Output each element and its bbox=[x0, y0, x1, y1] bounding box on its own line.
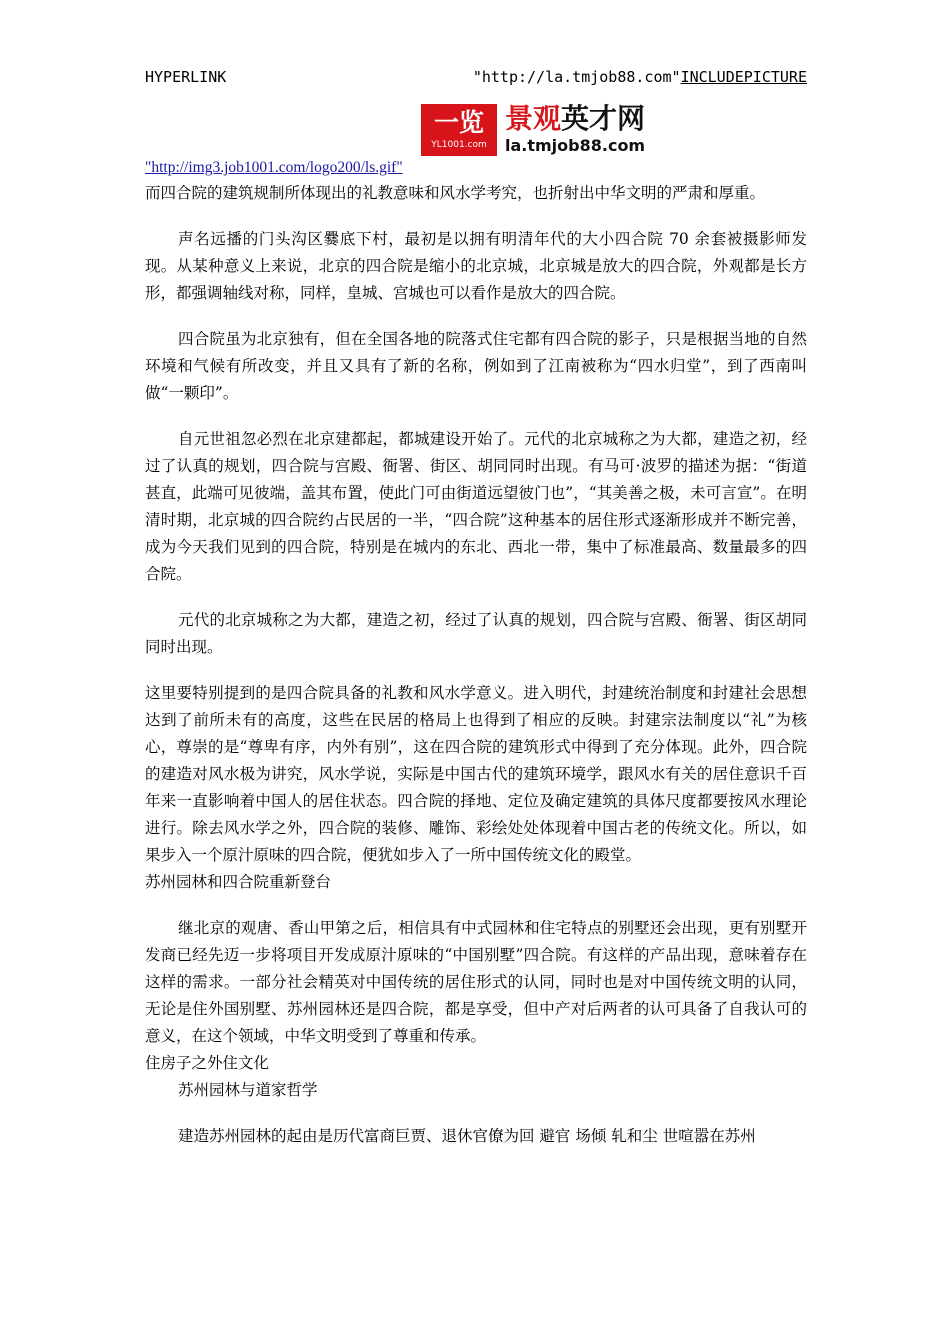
section-heading-suzhou-siheyuan: 苏州园林和四合院重新登台 bbox=[145, 873, 332, 891]
paragraph-7: 继北京的观唐、香山甲第之后，相信具有中式园林和住宅特点的别墅还会出现，更有别墅开发商已经先迈一步将项目开发成原汁原味的“中国别墅”四合院。有这样的产品出现，意味着存在这样的需求。一部分社会精英对中国传统的居住形式的认同，同时也是对中国传统文明的认同，无论是住外国别墅、苏州园林还是四合院，都是享受，但中产对后两者的认可具备了自我认可的意义，在这个领域，中华文明受到了尊重和传承。 bbox=[145, 919, 807, 1045]
site-logo bbox=[421, 104, 671, 156]
paragraph-6: 这里要特别提到的是四合院具备的礼教和风水学意义。进入明代，封建统治制度和封建社会思想达到了前所未有的高度，这些在民居的格局上也得到了相应的反映。封建宗法制度以“礼”为核心，尊崇的是“尊卑有序，内外有别”，这在四合院的建筑形式中得到了充分体现。此外，四合院的建造对风水极为讲究，风水学说，实际是中国古代的建筑环境学，跟风水有关的居住意识千百年来一直影响着中国人的居住状态。四合院的择地、定位及确定建筑的具体尺度都要按风水理论进行。除去风水学之外，四合院的装修、雕饰、彩绘处处体现着中国古老的传统文化。所以，如果步入一个原汁原味的四合院，便犹如步入了一所中国传统文化的殿堂。 bbox=[145, 684, 807, 864]
logo-name-dark: 英才网 bbox=[561, 102, 646, 135]
logo-name-red: 景观 bbox=[505, 102, 562, 135]
logo-box-subtext: YL1001.com bbox=[431, 140, 487, 150]
section-heading-living-culture: 住房子之外住文化 bbox=[145, 1054, 270, 1072]
document-body bbox=[145, 156, 807, 1150]
image-url-link[interactable]: "http://img3.job1001.com/logo200/ls.gif" bbox=[145, 159, 403, 176]
subheading-suzhou-taoism: 苏州园林与道家哲学 bbox=[178, 1081, 318, 1099]
header-field-code-right bbox=[473, 66, 807, 88]
paragraph-2: 声名远播的门头沟区爨底下村，最初是以拥有明清年代的大小四合院 70 余套被摄影师发现。从某种意义上来说，北京的四合院是缩小的北京城，北京城是放大的四合院，外观都是长方形，都强调轴线对称，同样，皇城、宫城也可以看作是放大的四合院。 bbox=[145, 230, 807, 302]
paragraph-1: 而四合院的建筑规制所体现出的礼教意味和风水学考究，也折射出中华文明的严肃和厚重。 bbox=[145, 184, 766, 202]
paragraph-8: 建造苏州园林的起由是历代富商巨贾、退休官僚为回 避官 场倾 轧和尘 世喧嚣在苏州 bbox=[178, 1127, 756, 1145]
header-field-code-left bbox=[145, 66, 226, 88]
logo-red-box bbox=[421, 104, 497, 156]
paragraph-5: 元代的北京城称之为大都，建造之初，经过了认真的规划，四合院与宫殿、衙署、街区胡同同时出现。 bbox=[145, 611, 807, 656]
paragraph-4: 自元世祖忽必烈在北京建都起，都城建设开始了。元代的北京城称之为大都，建造之初，经过了认真的规划，四合院与宫殿、衙署、街区、胡同同时出现。有马可·波罗的描述为据：“街道甚直，此端可见彼端，盖其布置，使此门可由街道远望彼门也”，“其美善之极，未可言宣”。在明清时期，北京城的四合院约占民居的一半，“四合院”这种基本的居住形式逐渐形成并不断完善，成为今天我们见到的四合院，特别是在城内的东北、西北一带，集中了标准最高、数量最多的四合院。 bbox=[145, 430, 807, 583]
logo-site-name bbox=[505, 103, 645, 135]
header-includepicture-link[interactable]: INCLUDEPICTURE bbox=[680, 68, 807, 86]
logo-url: la.tmjob88.com bbox=[505, 136, 646, 155]
header-url-text: "http://la.tmjob88.com" bbox=[472, 68, 681, 86]
logo-box-text: 一览 bbox=[433, 108, 484, 137]
header-hyperlink-text: HYPERLINK bbox=[145, 68, 227, 86]
paragraph-3: 四合院虽为北京独有，但在全国各地的院落式住宅都有四合院的影子，只是根据当地的自然环境和气候有所改变，并且又具有了新的名称，例如到了江南被称为“四水归堂”，到了西南叫做“一颗印”。 bbox=[145, 330, 807, 402]
